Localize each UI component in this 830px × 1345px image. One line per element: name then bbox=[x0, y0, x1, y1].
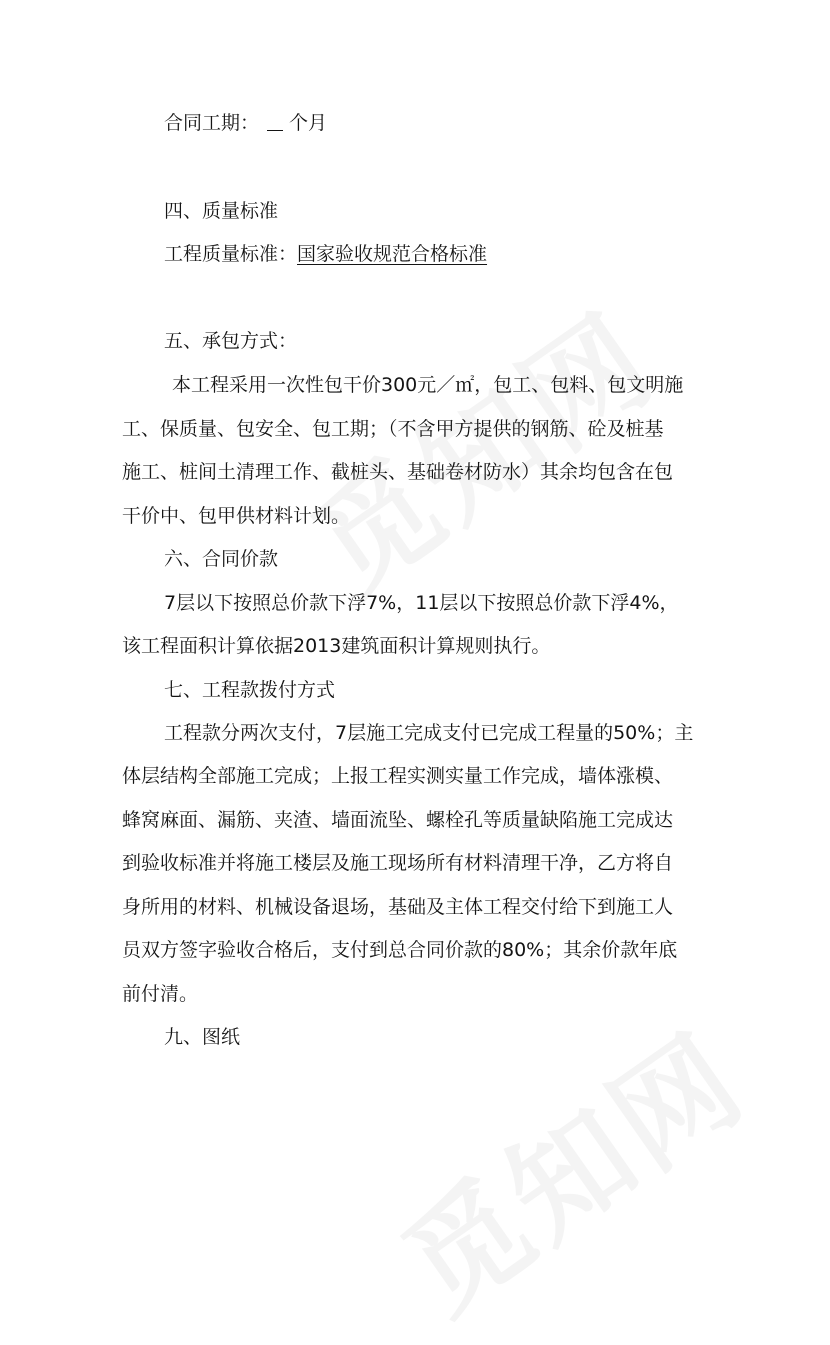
paragraph-line: 工程款分两次支付，7层施工完成支付已完成工程量的50%；主 bbox=[164, 722, 694, 744]
paragraph-line: 前付清。 bbox=[122, 983, 199, 1005]
contract-period-suffix: 个月 bbox=[289, 112, 328, 134]
quality-standard-label: 工程质量标准： bbox=[164, 243, 298, 265]
section-heading: 七、工程款拨付方式 bbox=[164, 679, 336, 701]
watermark bbox=[275, 267, 683, 625]
paragraph-line: 7层以下按照总价款下浮7%，11层以下按照总价款下浮4%， bbox=[164, 592, 679, 614]
paragraph-line: 体层结构全部施工完成；上报工程实测实量工作完成，墙体涨模、 bbox=[122, 765, 674, 787]
quality-standard-line bbox=[164, 241, 487, 267]
quality-standard-value: 国家验收规范合格标准 bbox=[297, 243, 488, 265]
paragraph-line: 干价中、包甲供材料计划。 bbox=[122, 505, 351, 527]
paragraph-line: 该工程面积计算依据2013建筑面积计算规则执行。 bbox=[122, 635, 551, 657]
section-heading: 四、质量标准 bbox=[164, 200, 279, 222]
paragraph-line: 工、保质量、包安全、包工期；（不含甲方提供的钢筋、砼及桩基 bbox=[122, 418, 664, 440]
contract-period-blank bbox=[267, 112, 283, 131]
section-heading: 六、合同价款 bbox=[164, 548, 279, 570]
paragraph-line: 身所用的材料、机械设备退场，基础及主体工程交付给下到施工人 bbox=[122, 896, 674, 918]
contract-period-line bbox=[164, 110, 327, 136]
paragraph-line: 员双方签字验收合格后，支付到总合同价款的80%；其余价款年底 bbox=[122, 939, 678, 961]
paragraph-line: 本工程采用一次性包干价300元／㎡，包工、包料、包文明施 bbox=[172, 374, 684, 396]
paragraph-line: 施工、桩间土清理工作、截桩头、基础卷材防水）其余均包含在包 bbox=[122, 461, 674, 483]
paragraph-line: 蜂窝麻面、漏筋、夹渣、墙面流坠、螺栓孔等质量缺陷施工完成达 bbox=[122, 809, 674, 831]
section-heading: 九、图纸 bbox=[164, 1026, 241, 1048]
watermark bbox=[365, 987, 773, 1345]
section-heading: 五、承包方式： bbox=[164, 330, 298, 352]
contract-period-label: 合同工期： bbox=[164, 112, 260, 134]
paragraph-line: 到验收标准并将施工楼层及施工现场所有材料清理干净，乙方将自 bbox=[122, 852, 674, 874]
